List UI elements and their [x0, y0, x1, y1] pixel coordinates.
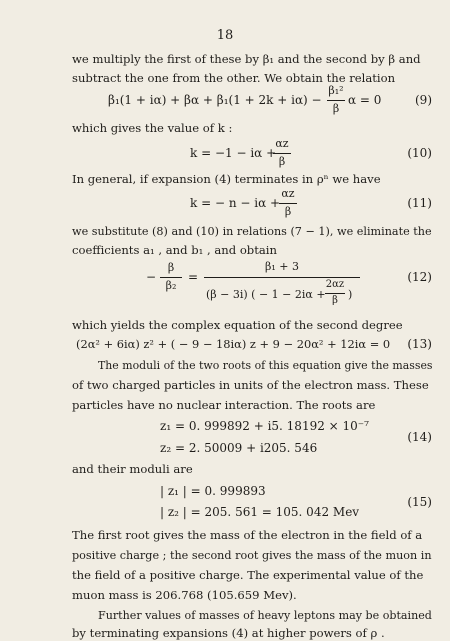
equation-9-fraction-bar [327, 100, 345, 101]
equation-12-inner-denominator: β [332, 295, 338, 306]
equation-14-number: (14) [407, 430, 432, 444]
page-number: 18 [216, 28, 234, 43]
text-line: by terminating expansions (4) at higher powers of ρ . [72, 626, 385, 640]
text-line: we substitute (8) and (10) in relations (7 − 1), we eliminate the [72, 224, 432, 238]
equation-9-fraction-numerator: β₁² [328, 84, 344, 97]
equation-12-right-denominator-a: (β − 3i) ( − 1 − 2iα + [206, 288, 326, 301]
equation-12-minus: − [146, 270, 157, 284]
equation-12-inner-fraction-bar [325, 293, 345, 294]
equation-12-left-numerator: β [167, 261, 175, 274]
equation-11-lhs: k = − n − iα + [190, 196, 281, 210]
equation-12-right-numerator: β₁ + 3 [265, 260, 299, 273]
equation-12-close-paren: ) [348, 288, 353, 301]
text-line: In general, if expansion (4) terminates in ρⁿ we have [72, 172, 381, 186]
equation-12-right-fraction-bar [204, 277, 360, 278]
equation-13-number: (13) [407, 337, 432, 351]
text-line: particles have no nuclear interaction. The roots are [72, 398, 376, 412]
equation-9-fraction-denominator: β [332, 102, 340, 115]
text-line: coefficients a₁ , and b₁ , and obtain [72, 243, 277, 257]
equation-12-equals: = [188, 270, 199, 284]
text-line: The first root gives the mass of the electron in the field of a [72, 528, 423, 542]
equation-12-inner-numerator: 2αz [325, 279, 345, 290]
text-line: we multiply the first of these by β₁ and the second by β and [72, 52, 421, 66]
text-line: subtract the one from the other. We obtain the relation [72, 71, 396, 85]
equation-15-number: (15) [407, 495, 432, 509]
equation-10-fraction-numerator: αz [275, 137, 289, 150]
equation-11-fraction-numerator: αz [281, 187, 295, 200]
text-line: which yields the complex equation of the second degree [72, 318, 403, 332]
text-line: The moduli of the two roots of this equation give the masses [98, 358, 433, 372]
equation-15-modulus-2: | z₂ | = 205. 561 = 105. 042 Mev [160, 505, 360, 519]
text-line: muon mass is 206.768 (105.659 Mev). [72, 588, 297, 602]
text-line: and their moduli are [72, 462, 193, 476]
equation-10-number: (10) [407, 146, 432, 160]
equation-12-left-denominator: β₂ [165, 279, 177, 292]
text-line: which gives the value of k : [72, 121, 233, 135]
equation-15-modulus-1: | z₁ | = 0. 999893 [160, 484, 266, 498]
equation-14-root-1: z₁ = 0. 999892 + i5. 18192 × 10⁻⁷ [160, 419, 369, 433]
text-line: of two charged particles in units of the electron mass. These [72, 378, 429, 392]
text-line: positive charge ; the second root gives the mass of the muon in [72, 548, 432, 562]
text-line: Further values of masses of heavy leptons may be obtained [98, 608, 432, 622]
equation-14-root-2: z₂ = 2. 50009 + i205. 546 [160, 441, 318, 455]
equation-11-fraction-denominator: β [284, 205, 292, 218]
equation-11-number: (11) [407, 196, 432, 210]
equation-12-left-fraction-bar [160, 277, 182, 278]
equation-9-number: (9) [415, 93, 432, 107]
equation-10-fraction-denominator: β [278, 155, 286, 168]
equation-12-number: (12) [407, 270, 432, 284]
equation-10-lhs: k = −1 − iα + [190, 146, 277, 160]
equation-11-fraction-bar [279, 203, 297, 204]
equation-13-text: (2α² + 6iα) z² + ( − 9 − 18iα) z + 9 − 20α² + 12iα = 0 [76, 337, 391, 351]
equation-10-fraction-bar [273, 153, 291, 154]
equation-9-rhs: α = 0 [348, 93, 382, 107]
text-line: the field of a positive charge. The experimental value of the [72, 568, 424, 582]
equation-9-lhs: β₁(1 + iα) + βα + β₁(1 + 2k + iα) − [108, 93, 322, 107]
